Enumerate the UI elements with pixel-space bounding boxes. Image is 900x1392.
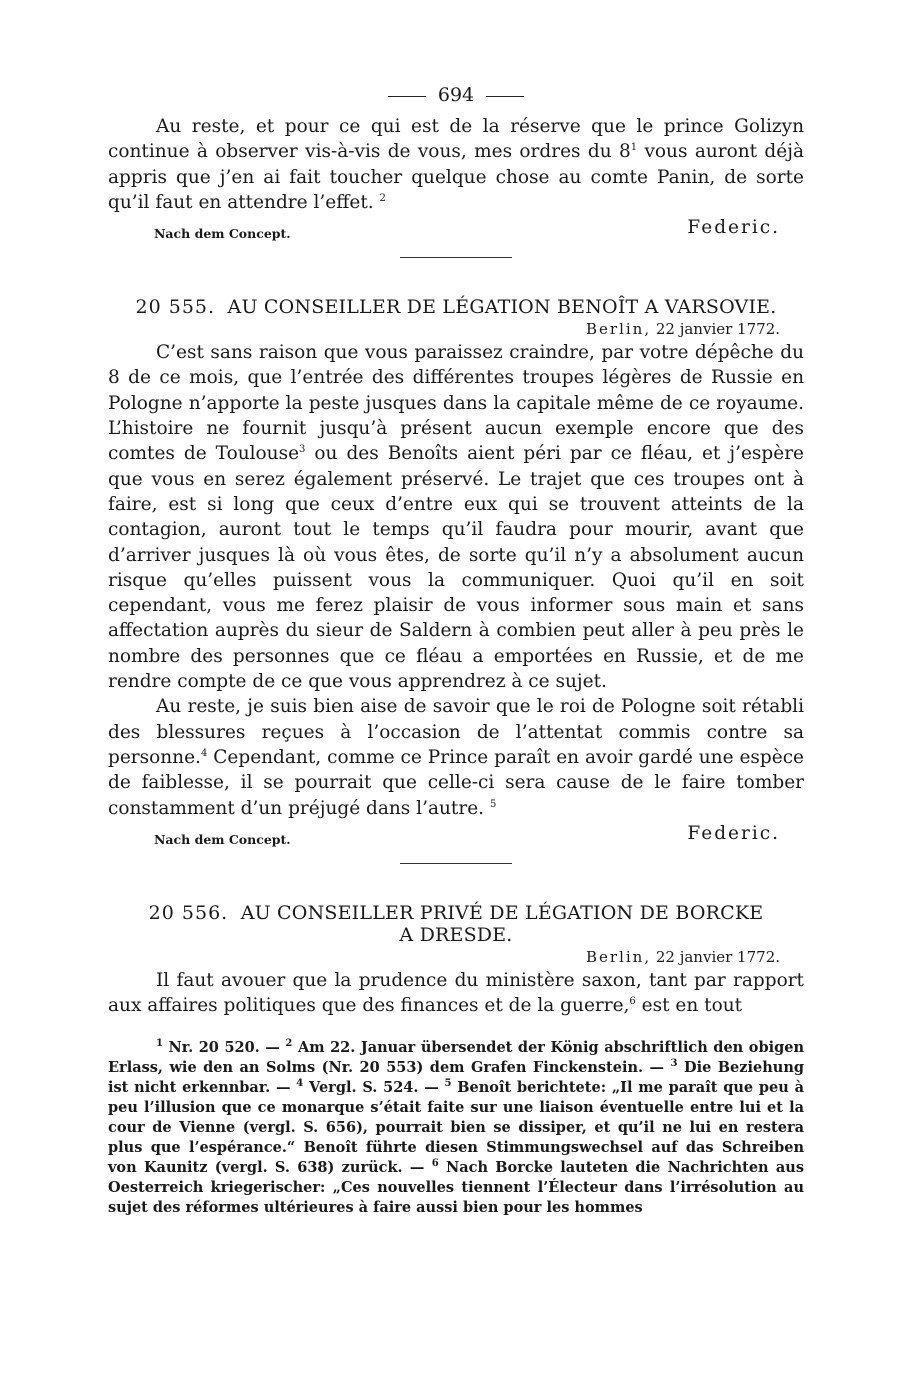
letter-heading bbox=[108, 296, 804, 318]
source-note: Nach dem Concept. bbox=[154, 226, 291, 242]
letter-title: AU CONSEILLER DE LÉGATION BENOÎT A VARSOVIE. bbox=[227, 296, 777, 319]
source-note: Nach dem Concept. bbox=[154, 831, 291, 847]
footnote-ref: 6 bbox=[629, 995, 636, 1007]
footnote-ref: 4 bbox=[200, 747, 208, 759]
dateline: Berlin, 22 janvier 1772. bbox=[586, 947, 780, 966]
signature-row bbox=[108, 823, 804, 849]
continuation-paragraph: Au reste, et pour ce qui est de la réserve que le prince Golizyn continue à observer vis-à-vis de vous, mes ordres du $8^1$ vous auront déjà appris que j’en ai fait toucher quelque chose au comte Panin, de sorte qu’il faut en attendre l’effet. $^2$ bbox=[108, 116, 804, 213]
footnotes bbox=[108, 1038, 804, 1218]
page-header bbox=[108, 84, 804, 106]
signature: Federic. bbox=[687, 217, 780, 239]
signature-row bbox=[108, 217, 804, 243]
footnote-block: $^1$ Nr. 20 520. — $^2$ Am 22. Januar übersendet der König abschriftlich den obigen Erlass, wie den an Solms (Nr. 20 553) dem Grafen Finckenstein. — $^3$ Die Beziehung ist nicht erkennbar. — $^4$ Vergl. S. 524. — $^5$ Benoît berichtete: „Il me paraît que peu à peu l’illusion que ce monarque s’était faite sur une liaison éventuelle entre lui et la cour de Vienne (vergl. S. 656), pourrait bien se dissiper, et qu’il ne lui en restera plus que l’espérance.“ Benoît führte diesen Stimmungswechsel auf das Schreiben von Kaunitz (vergl. S. 638) zurück. — $^6$ Nach Borcke lauteten die Nachrichten aus Oesterreich kriegerischer: „Ces nouvelles tiennent l’Électeur dans l’irrésolution au sujet des réformes ultérieures à faire aussi bien pour les hommes bbox=[108, 1038, 805, 1217]
letter-title: AU CONSEILLER PRIVÉ DE LÉGATION DE BORCKE bbox=[240, 901, 764, 924]
footnote-ref: 3 bbox=[299, 444, 306, 456]
page-number: 694 bbox=[437, 84, 475, 106]
letter-paragraph: Au reste, je suis bien aise de savoir que le roi de Pologne soit rétabli des blessures reçues à l’occasion de l’attentat commis contre sa personne.$^4$ Cependant, comme ce Prince paraît en avoir gardé une espèce de faiblesse, il se pourrait que celle-ci sera cause de le faire tomber constamment d’un préjugé dans l’autre. $^5$ bbox=[108, 696, 804, 819]
letter-number: 20 555. bbox=[135, 296, 216, 319]
signature: Federic. bbox=[687, 822, 780, 844]
header-dash-left bbox=[388, 96, 426, 97]
letter-paragraph: C’est sans raison que vous paraissez craindre, par votre dépêche du 8 de ce mois, que l’entrée des différentes troupes légères de Russie en Pologne n’apporte la peste jusques dans la capitale même de ce royaume. L’histoire ne fournit jusqu’à présent aucun exemple encore que des comtes de Toulouse$^3$ ou des Benoîts aient péri par ce fléau, et j’espère que vous en serez également préservé. Le trajet que ces troupes ont à faire, est si long que ceux d’entre eux qui se trouvent atteints de la contagion, auront tout le temps qu’il faudra pour mourir, avant que d’arriver jusques là où vous êtes, de sorte qu’il n’y a absolument aucun risque qu’elles puissent vous la communiquer. Quoi qu’il en soit cependant, vous me ferez plaisir de vous informer sous main et sans affectation auprès du sieur de Saldern à combien peut aller à peu près le nombre des personnes que ce fléau a emportées en Russie, et de me rendre compte de ce que vous apprendrez à ce sujet. bbox=[108, 342, 804, 693]
letter-number: 20 556. bbox=[148, 901, 229, 924]
footnote-ref: 2 bbox=[379, 192, 386, 204]
letter-title-line2: A DRESDE. bbox=[399, 923, 513, 946]
document-page bbox=[108, 84, 804, 1218]
dateline: Berlin, 22 janvier 1772. bbox=[586, 320, 780, 339]
header-dash-right bbox=[486, 96, 524, 97]
letter-heading bbox=[108, 902, 804, 924]
footnote-ref: 1 bbox=[630, 142, 638, 154]
letter-paragraph: Il faut avouer que la prudence du ministère saxon, tant par rapport aux affaires politiques que des finances et de la guerre,$^6$ est en tout bbox=[108, 969, 804, 1017]
footnote-ref: 5 bbox=[489, 798, 497, 810]
